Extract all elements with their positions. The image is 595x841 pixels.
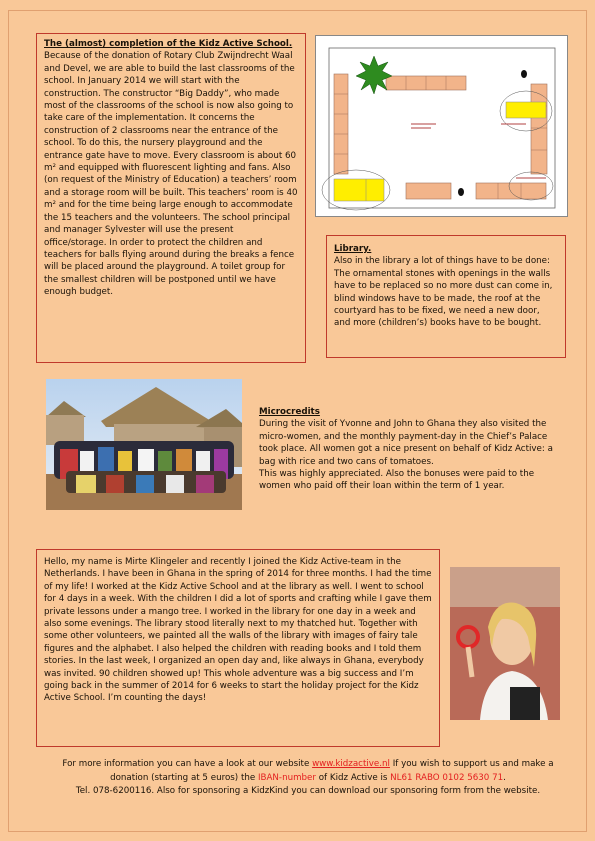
microcredits-body: During the visit of Yvonne and John to Ghana they also visited the micro-women, and the monthly payment-day in the Chief’s Palace took place. All women got a nice present on behalf of Kidz Active: a bag with rice and two cans of tomatoes. [259,419,553,467]
website-link[interactable]: www.kidzactive.nl [312,759,390,769]
footer-text-4: . [503,772,506,783]
school-floor-plan [315,35,568,217]
school-title: The (almost) completion of the Kidz Active School. [44,39,293,49]
footer-contact [48,758,568,799]
group-photo [46,379,242,510]
library-title: Library. [334,244,372,254]
microcredits-body-2: This was highly appreciated. Also the bonuses were paid to the women who paid off their loan within the term of 1 year. [259,469,535,492]
footer-text-2: If you wish to support us and make a donation (starting at 5 euros) the [110,759,554,783]
mirte-article [36,549,440,747]
iban-number: NL61 RABO 0102 5630 71 [390,772,504,783]
mirte-body: Hello, my name is Mirte Klingeler and recently I joined the Kidz Active-team in the Netherlands. I have been in Ghana in the spring of 2014 for three months. I had the time of my life! I worked at the Kidz Active School and at the library as well. I went to school for 4 days in a week. With the children I did a lot of sports and crafting while I gave them private lessons under a mango tree. I worked in the library for one day in a week and also some evenings. The library stood literally next to my thatched hut. Together with some other volunteers, we painted all the walls of the library with images of fairy tale figures and the alphabet. I also helped the children with reading books and I told them stories. In the last week, I organized an open day and, like always in Ghana, everybody was invited. 90 children showed up! This whole adventure was a big success and I’m going back in the summer of 2014 for 6 weeks to start the holiday project for the Kidz Active School. I’m counting the days! [44,557,432,704]
footer-text-3: of Kidz Active is [315,772,391,783]
iban-label: IBAN-number [257,772,316,783]
library-body: Also in the library a lot of things have to be done: The ornamental stones with openings in the walls have to be replaced so no more dust can come in, blind windows have to be made, the roof at the courtyard has to be fixed, we need a new door, and more (children’s) books have to be bought. [334,256,553,329]
volunteer-photo [450,567,560,720]
library-article [326,235,566,358]
microcredits-title: Microcredits [259,407,320,417]
footer-text-5: Tel. 078-6200116. Also for sponsoring a KidzKind you can download our sponsoring form from the website. [75,786,541,796]
school-article [36,33,306,363]
footer-text-1: For more information you can have a look at our website [62,759,313,769]
floor-plan-drawing [322,48,555,210]
school-body: Because of the donation of Rotary Club Zwijndrecht Waal and Devel, we are able to build the last classrooms of the school. In January 2014 we will start with the construction. The constructor “Big Daddy”, who made most of the classrooms of the school is now also going to take care of the implementation. It concerns the construction of 2 classrooms near the entrance of the school. To do this, the nursery playground and the entrance gate have to move. Every classroom is about 60 m² and equipped with fluorescent lighting and fans. Also (on request of the Ministry of Education) a teachers’ room and a storage room will be built. This teachers’ room is 40 m² and for the time being large enough to accommodate the 15 teachers and the volunteers. The school principal and manager Sylvester will use the present office/storage. In order to protect the children and teachers for balls flying around during the breaks a fence will be placed around the playground. A toilet group for the smallest children will be postponed until we have enough budget. [44,51,298,298]
microcredits-article [259,406,559,493]
